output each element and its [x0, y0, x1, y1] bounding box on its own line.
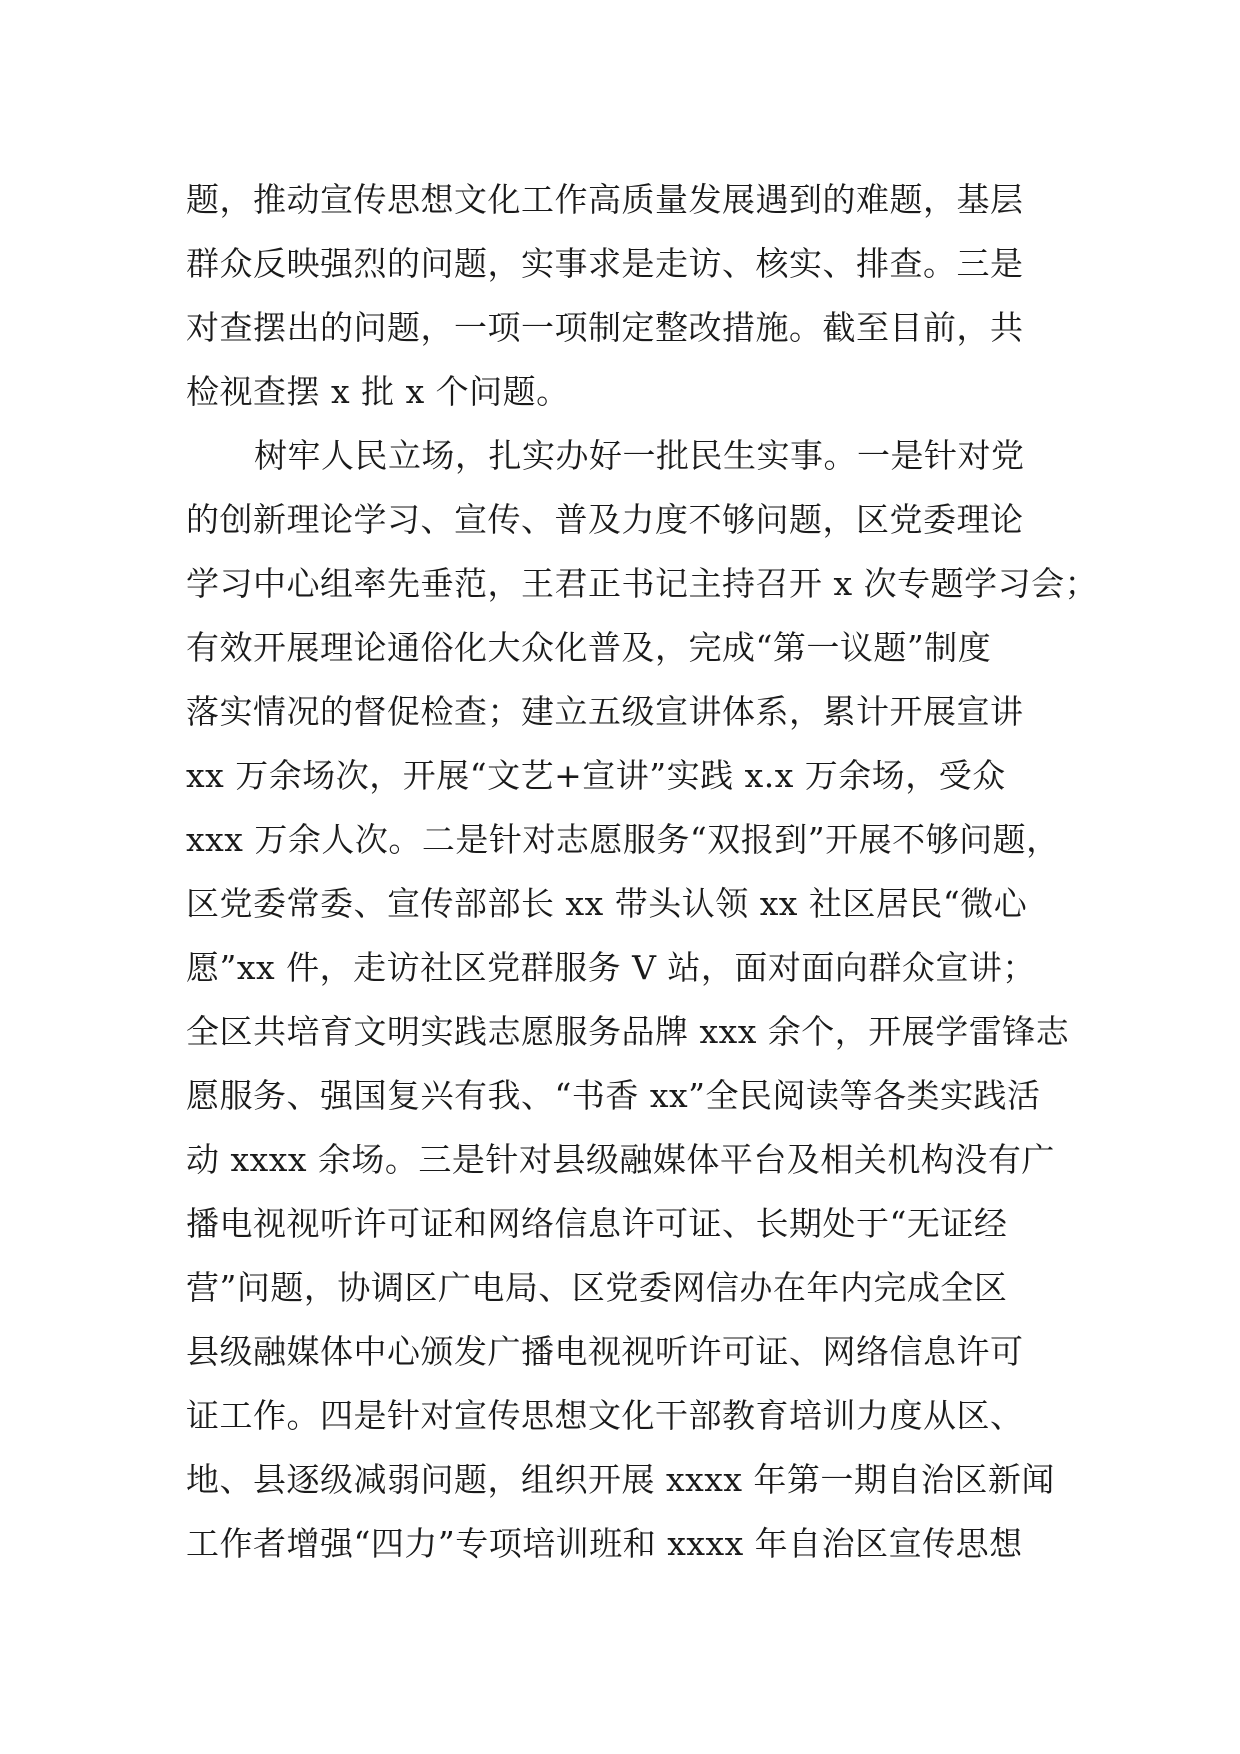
text-line: 学习中心组率先垂范，王君正书记主持召开 x 次专题学习会； [186, 564, 1099, 603]
text-line: xxx 万余人次。二是针对志愿服务“双报到”开展不够问题， [186, 820, 1060, 859]
text-line: 动 xxxx 余场。三是针对县级融媒体平台及相关机构没有广 [186, 1140, 1055, 1179]
text-line: 播电视视听许可证和网络信息许可证、长期处于“无证经 [186, 1204, 1008, 1243]
text-line: 地、县逐级减弱问题，组织开展 xxxx 年第一期自治区新闻 [186, 1460, 1055, 1499]
text-line: 对查摆出的问题，一项一项制定整改措施。截至目前，共 [186, 308, 1024, 347]
text-line: 全区共培育文明实践志愿服务品牌 xxx 余个，开展学雷锋志 [186, 1012, 1070, 1051]
text-line: 区党委常委、宣传部部长 xx 带头认领 xx 社区居民“微心 [186, 884, 1028, 923]
text-line: 愿”xx 件，走访社区党群服务 V 站，面对面向群众宣讲； [186, 948, 1036, 987]
text-line: 县级融媒体中心颁发广播电视视听许可证、网络信息许可 [186, 1332, 1024, 1371]
text-line: 树牢人民立场，扎实办好一批民生实事。一是针对党 [254, 436, 1025, 475]
text-line: 落实情况的督促检查；建立五级宣讲体系，累计开展宣讲 [186, 692, 1024, 731]
text-line: 证工作。四是针对宣传思想文化干部教育培训力度从区、 [186, 1396, 1024, 1435]
text-line: 群众反映强烈的问题，实事求是走访、核实、排查。三是 [186, 244, 1024, 283]
text-line: 营”问题，协调区广电局、区党委网信办在年内完成全区 [186, 1268, 1008, 1307]
text-line: 有效开展理论通俗化大众化普及，完成“第一议题”制度 [186, 628, 992, 667]
text-line: 题，推动宣传思想文化工作高质量发展遇到的难题，基层 [186, 180, 1024, 219]
text-line: 工作者增强“四力”专项培训班和 xxxx 年自治区宣传思想 [186, 1524, 1023, 1563]
body-text [186, 168, 1099, 1576]
text-line: 检视查摆 x 批 x 个问题。 [186, 372, 570, 411]
text-line: 的创新理论学习、宣传、普及力度不够问题，区党委理论 [186, 500, 1024, 539]
text-line: 愿服务、强国复兴有我、“书香 xx”全民阅读等各类实践活 [186, 1076, 1041, 1115]
text-line: xx 万余场次，开展“文艺+宣讲”实践 x.x 万余场，受众 [186, 756, 1006, 795]
